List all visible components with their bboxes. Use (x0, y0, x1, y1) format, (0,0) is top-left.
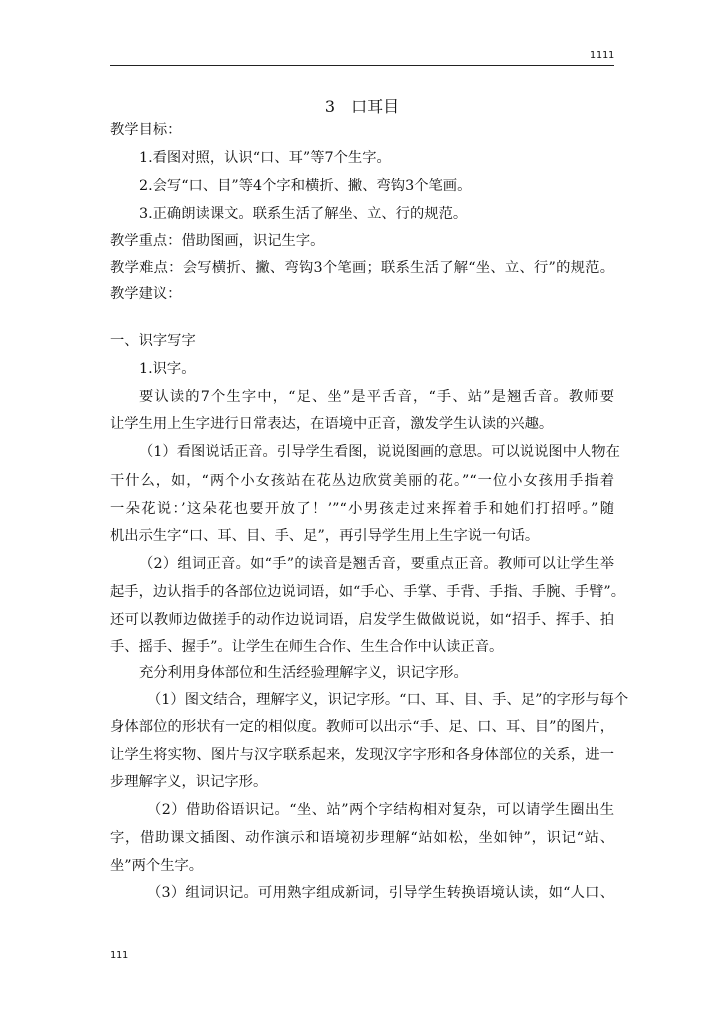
objective-3: 3.正确朗读课文。联系生活了解坐、立、行的规范。 (139, 206, 468, 222)
paragraph-line: 机出示生字“口、耳、目、手、足”，再引导学生用上生字说一句话。 (110, 528, 540, 544)
paragraph-line: 一朵花说：’这朵花也要开放了！’”“小男孩走过来挥着手和她们打招呼。”随 (110, 501, 614, 517)
paragraph-line: 步理解字义，识记字形。 (110, 774, 268, 790)
paragraph-line: 手、摇手、握手”。让学生在师生合作、生生合作中认读正音。 (110, 639, 504, 655)
paragraph-line: 干什么，如，“两个小女孩站在花丛边欣赏美丽的花。”“一位小女孩用手指着 (110, 473, 614, 489)
suggestions-heading: 教学建议： (110, 286, 182, 302)
paragraph-line: 起手，边认指手的各部位边说词语，如“手心、手掌、手背、手指、手腕、手臂”。 (110, 584, 626, 600)
paragraph-line: 让学生用上生字进行日常表达，在语境中正音，激发学生认读的兴趣。 (110, 416, 554, 432)
footer-page-number: 111 (110, 950, 129, 961)
paragraph-line: 要认读的7个生字中，“足、坐”是平舌音，“手、站”是翘舌音。教师要 (139, 389, 614, 405)
paragraph-line: 充分利用身体部位和生活经验理解字义，识记字形。 (139, 665, 468, 681)
subsection-heading: 1.识字。 (139, 361, 196, 377)
paragraph-line: （3）组词识记。可用熟字组成新词，引导学生转换语境认读，如“人口、 (147, 885, 614, 901)
paragraph-line: 还可以教师边做搓手的动作边说词语，启发学生做做说说，如“招手、挥手、拍 (110, 612, 614, 628)
paragraph-line: （1）图文结合，理解字义，识记字形。“口、耳、目、手、足”的字形与每个 (147, 692, 629, 708)
paragraph-line: 身体部位的形状有一定的相似度。教师可以出示“手、足、口、耳、目”的图片， (110, 719, 614, 735)
difficulties: 教学难点：会写横折、撇、弯钩3个笔画；联系生活了解“坐、立、行”的规范。 (110, 260, 614, 276)
paragraph-line: （1）看图说话正音。引导学生看图，说说图画的意思。可以说说图中人物在 (139, 444, 620, 460)
section-heading: 一、识字写字 (110, 333, 196, 349)
header-rule (110, 65, 614, 66)
paragraph-line: （2）组词正音。如“手”的读音是翘舌音，要重点正音。教师可以让学生举 (139, 556, 614, 572)
header-page-number: 1111 (589, 50, 614, 61)
paragraph-line: 坐”两个生字。 (110, 858, 204, 874)
lesson-title: 3 口耳目 (324, 97, 400, 116)
objective-1: 1.看图对照，认识“口、耳”等7个生字。 (139, 150, 391, 166)
paragraph-line: 字，借助课文插图、动作演示和语境初步理解“站如松，坐如钟”，识记“站、 (110, 830, 614, 846)
objectives-heading: 教学目标： (110, 122, 182, 138)
objective-2: 2.会写“口、目”等4个字和横折、撇、弯钩3个笔画。 (139, 178, 472, 194)
paragraph-line: 让学生将实物、图片与汉字联系起来，发现汉字字形和各身体部位的关系，进一 (110, 747, 614, 763)
paragraph-line: （2）借助俗语识记。“坐、站”两个字结构相对复杂，可以请学生圈出生 (147, 802, 614, 818)
key-points: 教学重点：借助图画，识记生字。 (110, 233, 325, 249)
